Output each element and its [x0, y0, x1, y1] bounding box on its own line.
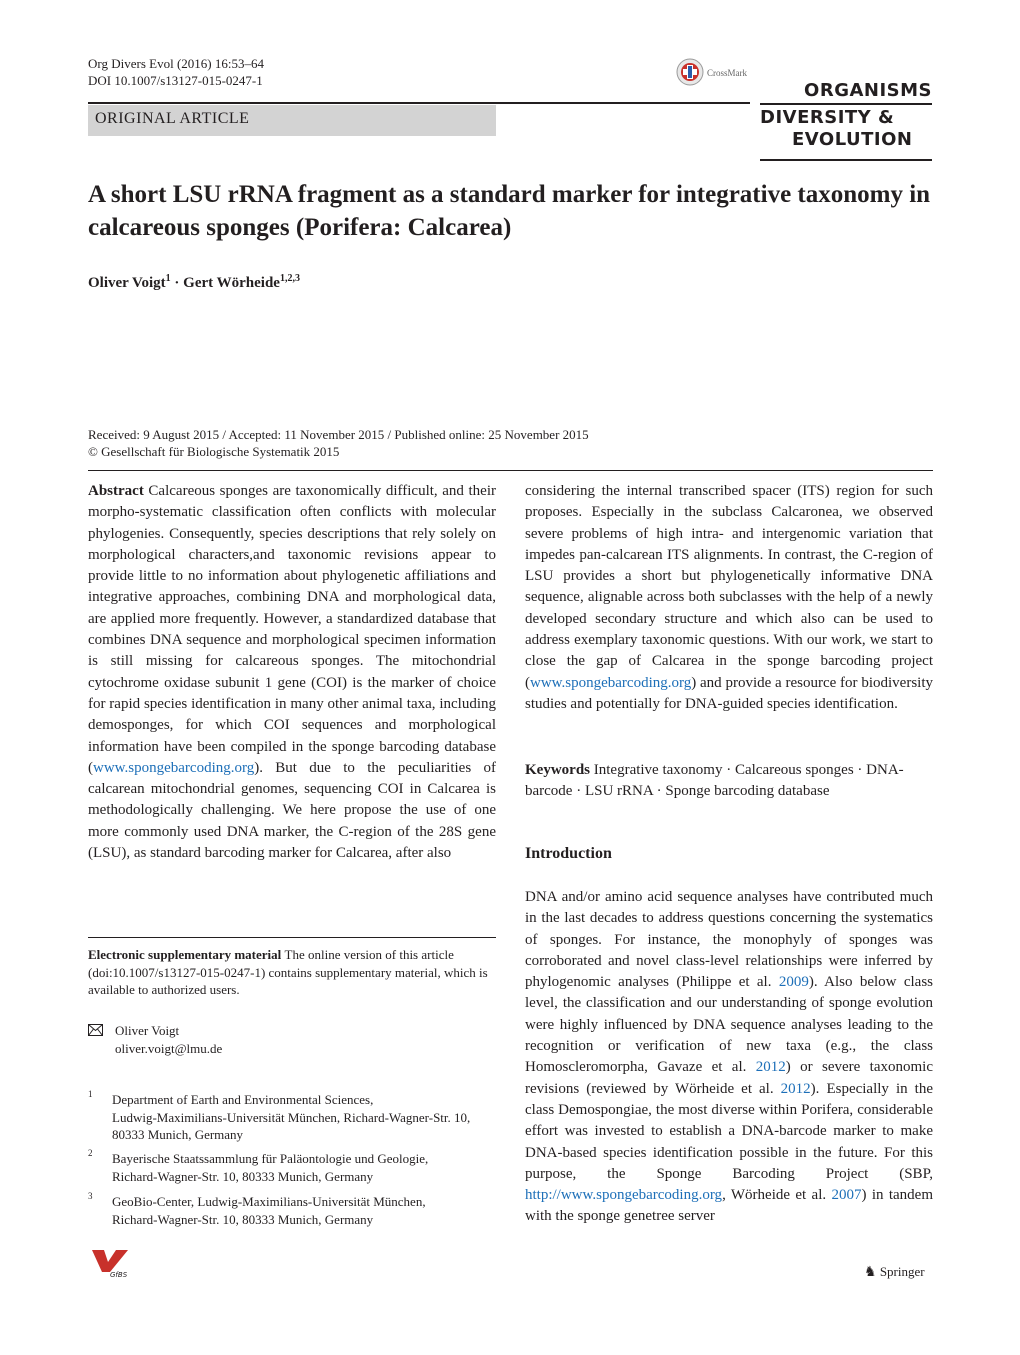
- introduction-heading: Introduction: [525, 845, 612, 862]
- author-name[interactable]: Oliver Voigt: [88, 275, 166, 291]
- journal-logo-bottom-rule: [760, 159, 932, 161]
- author-affiliation-marker: 1,2,3: [279, 273, 300, 284]
- abstract-text: ). But due to the peculiarities of calcarean mitochondrial genomes, sequencing COI in Calcarea is methodologically challenging. We here propose the use of one more commonly used DNA marker, the C-region of the 28S gene (LSU), as standard barcoding marker for Calcarea, after also: [88, 759, 496, 862]
- esm-label: Electronic supplementary material: [88, 947, 282, 962]
- abstract-link[interactable]: www.spongebarcoding.org: [530, 674, 692, 691]
- publication-dates: [88, 426, 589, 460]
- web-link[interactable]: http://www.spongebarcoding.org: [525, 1187, 723, 1204]
- citation-link[interactable]: 2009: [778, 974, 809, 991]
- gfbs-logo-text: GfBS: [110, 1271, 128, 1278]
- affiliation-number: 2: [88, 1148, 93, 1158]
- section-label: ORIGINAL ARTICLE: [95, 110, 250, 127]
- journal-logo-line3: EVOLUTION: [792, 129, 913, 150]
- abstract-continued: [525, 481, 933, 715]
- journal-logo: [760, 80, 932, 161]
- intro-text: DNA and/or amino acid sequence analyses have contributed much in the last decades to address questions concerning the systematics of sponges. For instance, the monophyly of sponges was corroborated and novel class-level relationships were inferred by phylogenomic analyses (Philippe et al.: [525, 889, 933, 991]
- journal-logo-line1: ORGANISMS: [804, 80, 932, 101]
- citation-link[interactable]: 2012: [755, 1059, 786, 1076]
- intro-text: , Wörheide et al.: [722, 1187, 832, 1204]
- dates-rule: [88, 470, 933, 471]
- dates-line: Received: 9 August 2015 / Accepted: 11 November 2015 / Published online: 25 November 2015: [88, 427, 589, 442]
- affiliation-number: 1: [88, 1089, 93, 1099]
- author-separator: ·: [170, 275, 184, 291]
- doi[interactable]: DOI 10.1007/s13127-015-0247-1: [88, 73, 263, 88]
- springer-horse-icon: ♞: [864, 1265, 877, 1280]
- correspondence-name: Oliver Voigt: [115, 1023, 180, 1038]
- journal-logo-line2: DIVERSITY &: [760, 107, 895, 128]
- header-rule: [88, 102, 750, 104]
- article-title: A short LSU rRNA fragment as a standard marker for integrative taxonomy in calcareous sponges (Porifera: Calcarea): [88, 181, 931, 241]
- abstract: [88, 481, 496, 864]
- intro-text: ). Especially in the class Demospongiae, the most diverse within Porifera, considerable effort was invested to establish a DNA-barcode marker to make DNA-based species identification possible in the future. For this purpose, the Sponge Barcoding Project (SBP,: [525, 1080, 933, 1182]
- affiliation-line: Ludwig-Maximilians-Universität München, Richard-Wagner-Str. 10,: [112, 1109, 471, 1125]
- keywords-label: Keywords: [525, 762, 590, 778]
- author-name[interactable]: Gert Wörheide: [183, 275, 280, 291]
- correspondence-email[interactable]: oliver.voigt@lmu.de: [115, 1041, 223, 1056]
- citation: Org Divers Evol (2016) 16:53–64: [88, 56, 264, 71]
- affiliation-line: Richard-Wagner-Str. 10, 80333 Munich, Germany: [112, 1168, 374, 1184]
- affiliation-3: [112, 1193, 502, 1228]
- citation-link[interactable]: 2012: [780, 1080, 811, 1097]
- crossmark-icon[interactable]: [676, 58, 704, 86]
- envelope-icon: [88, 1024, 103, 1036]
- keywords-text: Integrative taxonomy · Calcareous sponges · DNA-barcode · LSU rRNA · Sponge barcoding database: [525, 762, 904, 800]
- crossmark-label: CrossMark: [707, 68, 747, 78]
- footnote-rule: [88, 937, 496, 938]
- esm-note: [88, 946, 496, 999]
- abstract-text: Calcareous sponges are taxonomically difficult, and their morpho-systematic classification often conflicts with molecular phylogenies. Consequently, species descriptions that rely solely on morphological characters,and taxonomic revisions appear to provide little to no information about phylogenetic affiliations and integrative approaches, combining DNA and morphological data, are applied more frequently. However, a standardized database that combines DNA sequence and morphological specimen information is still missing for calcareous sponges. The mitochondrial cytochrome oxidase subunit 1 gene (COI) is the marker of choice for rapid species identification in many other animal taxa, including demosponges, for which COI sequences and morphological information have been compiled in the sponge barcoding database (: [88, 483, 496, 776]
- abstract-label: Abstract: [88, 483, 144, 499]
- journal-logo-rule: [760, 103, 932, 105]
- affiliation-line: Richard-Wagner-Str. 10, 80333 Munich, Germany: [112, 1211, 374, 1227]
- affiliation-line: Bayerische Staatssammlung für Paläontologie und Geologie,: [112, 1151, 429, 1166]
- introduction-text: [525, 887, 933, 1228]
- springer-logo: [864, 1264, 925, 1281]
- author-list: [88, 273, 300, 292]
- affiliation-line: Department of Earth and Environmental Sciences,: [112, 1092, 374, 1107]
- affiliation-line: 80333 Munich, Germany: [112, 1127, 244, 1142]
- author-affiliation-marker: 1: [165, 273, 171, 284]
- abstract-link[interactable]: www.spongebarcoding.org: [93, 759, 255, 776]
- copyright-line: © Gesellschaft für Biologische Systematik 2015: [88, 444, 340, 459]
- intro-text: ) or severe taxonomic revisions (reviewed by Wörheide et al.: [525, 1059, 933, 1097]
- keywords: [525, 760, 933, 803]
- abstract-text: ) and provide a resource for biodiversity studies and potentially for DNA-guided species identification.: [525, 674, 933, 712]
- publisher-name: Springer: [879, 1264, 925, 1279]
- intro-text: ). Also below class level, the classification and our understanding of sponge evolution were highly influenced by DNA sequence analyses leading to the recognition or verification of new taxa (e.g., the class Homoscleromorpha, Gavaze et al.: [525, 974, 933, 1076]
- citation-link[interactable]: 2007: [831, 1187, 862, 1204]
- affiliation-line: GeoBio-Center, Ludwig-Maximilians-Universität München,: [112, 1194, 426, 1209]
- affiliation-1: [112, 1091, 502, 1144]
- affiliation-number: 3: [88, 1191, 93, 1201]
- intro-text: ) in tandem with the sponge genetree server: [525, 1187, 933, 1225]
- abstract-text: considering the internal transcribed spacer (ITS) region for such proposes. Especially in the subclass Calcaronea, we observed severe problems of high intra- and intergenomic variation that impedes pan-calcarean ITS alignments. In contrast, the C-region of LSU provides a short but phylogenetically informative DNA sequence, alignable across both subclasses with the help of a newly developed secondary structure and which also can be used to address exemplary taxonomic questions. With our work, we start to close the gap of Calcarea in the sponge barcoding project (: [525, 483, 933, 691]
- esm-text: The online version of this article (doi:10.1007/s13127-015-0247-1) contains supplementary material, which is available to authorized users.: [88, 947, 488, 997]
- affiliation-2: [112, 1150, 502, 1185]
- gfbs-logo: [88, 1248, 132, 1278]
